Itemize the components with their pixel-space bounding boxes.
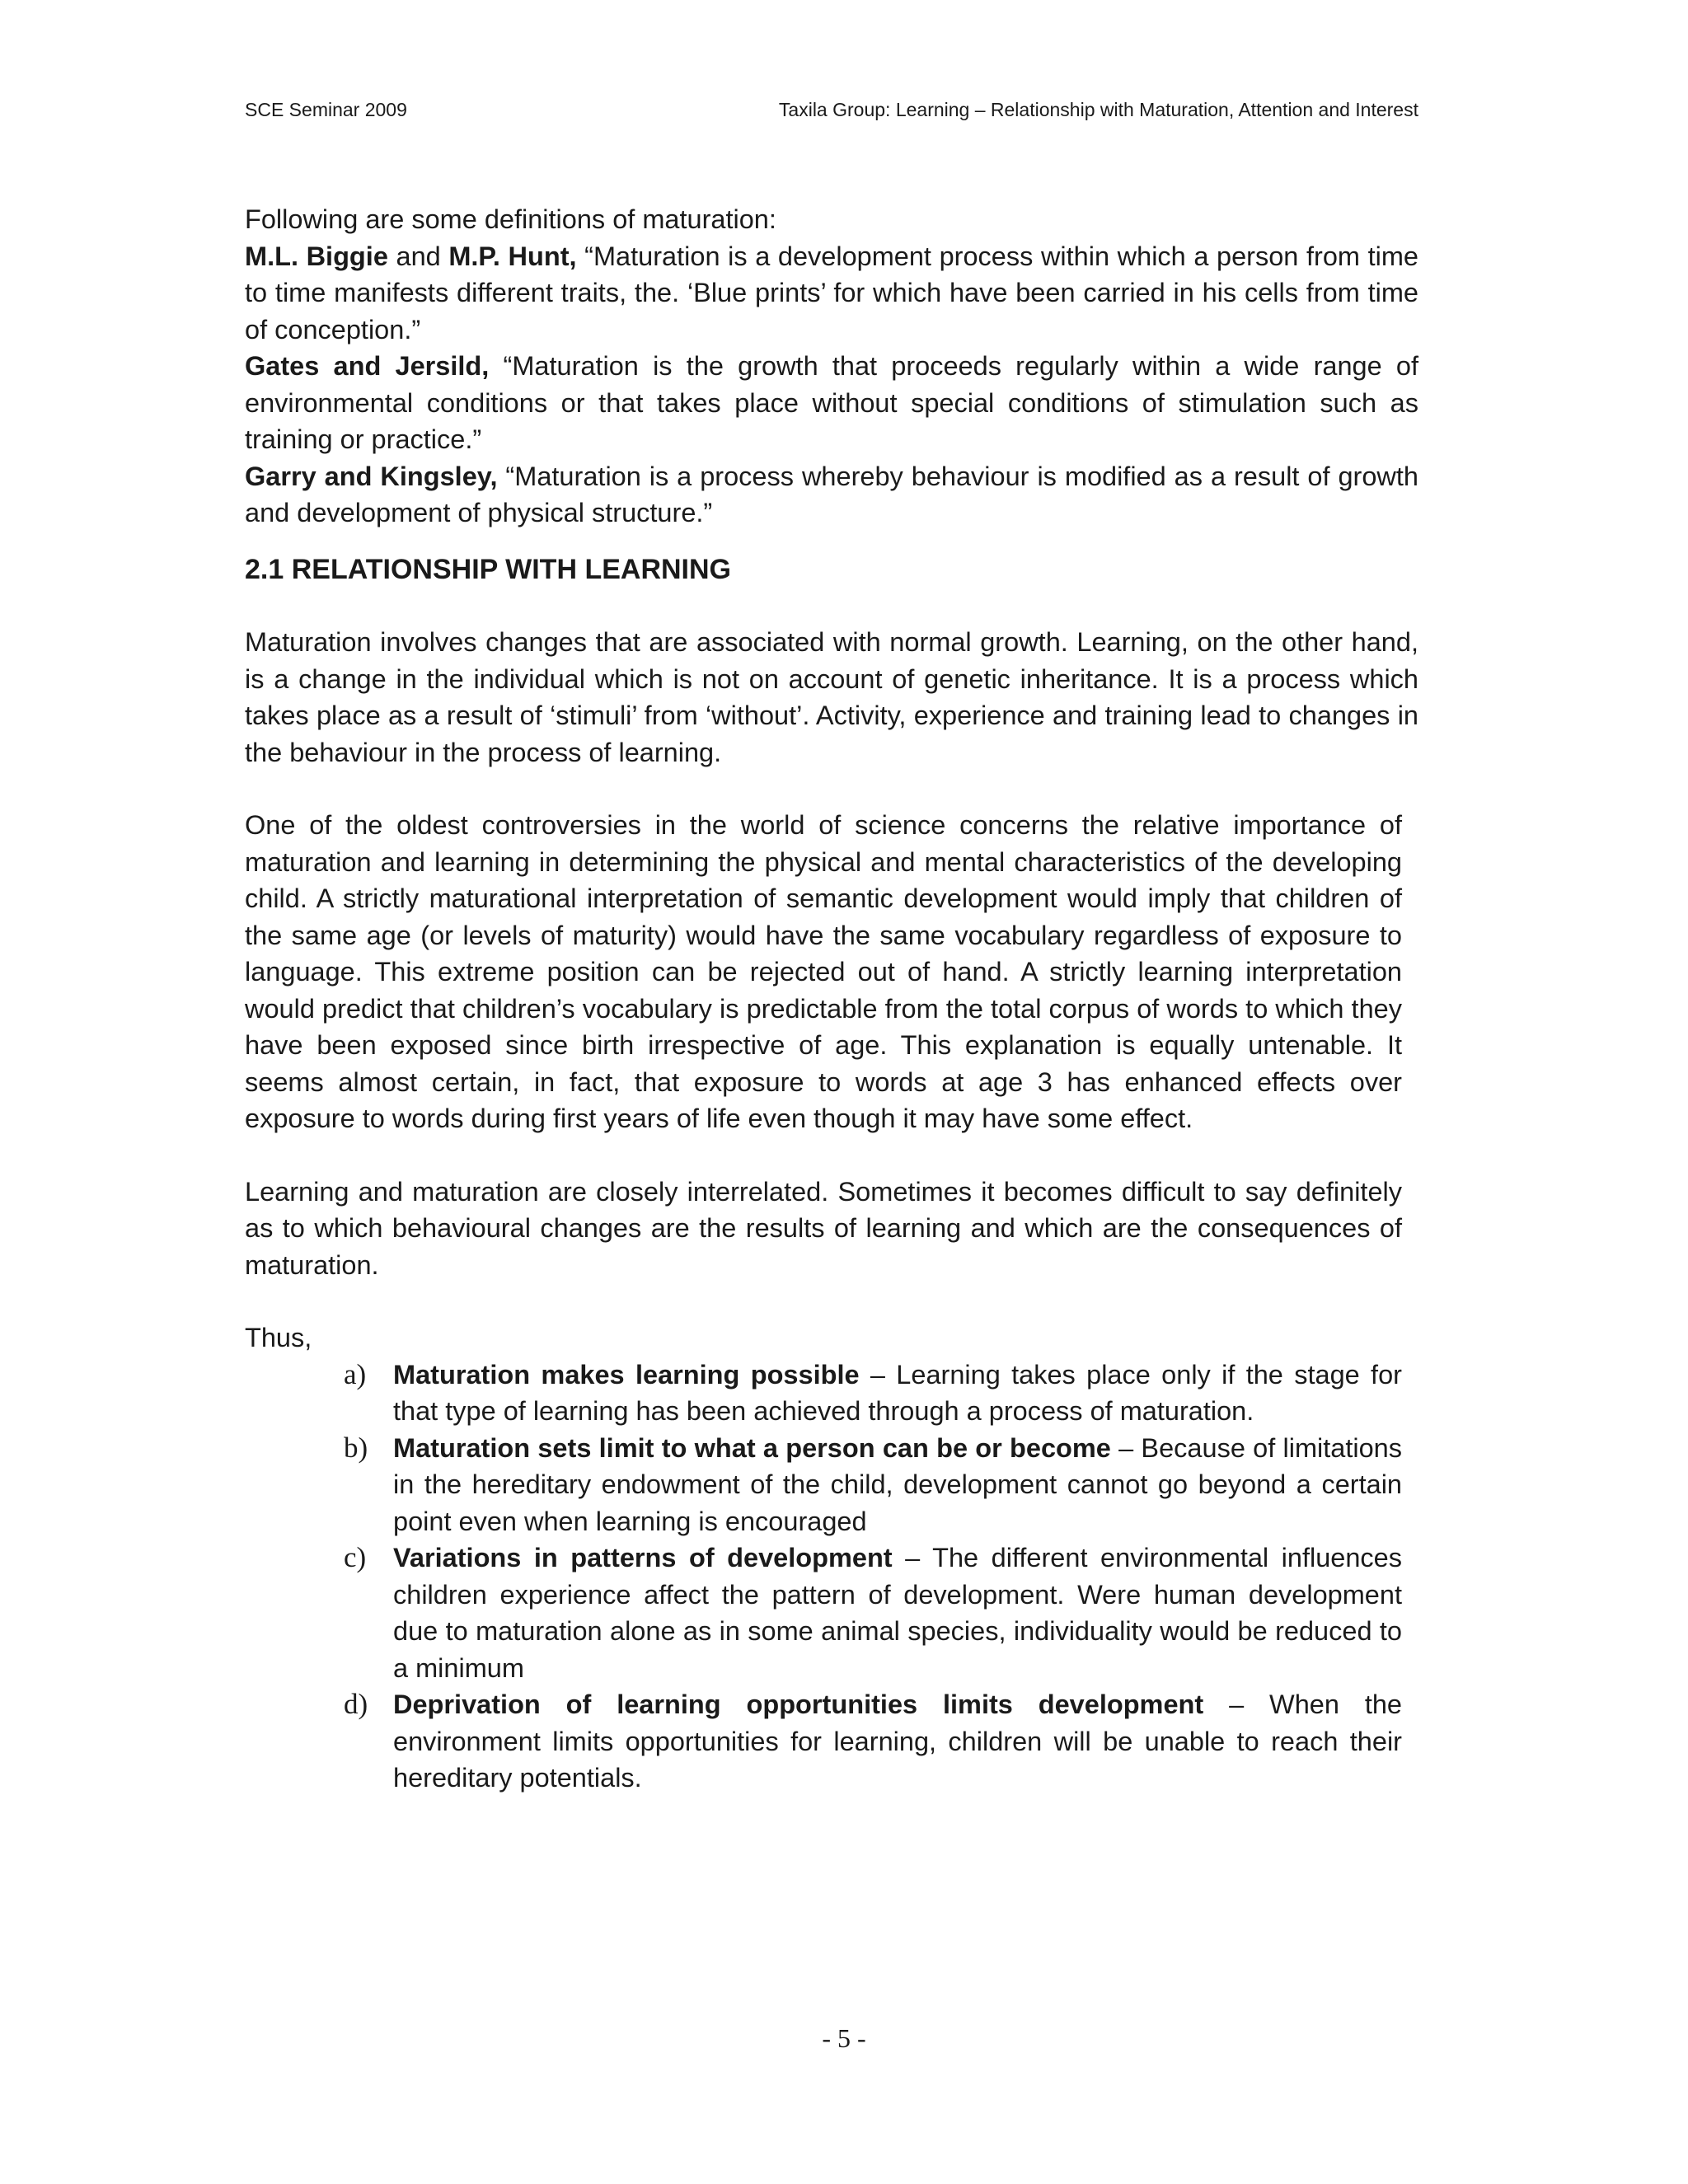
definition-author: M.L. Biggie — [245, 241, 388, 271]
definition-biggie-hunt — [245, 238, 1418, 349]
list-item — [344, 1540, 1402, 1686]
list-item-text: – When the environment limits opportunities for learning, children will be unable to reach their hereditary potentials. — [393, 1690, 1402, 1793]
header-right: Taxila Group: Learning – Relationship with Maturation, Attention and Interest — [778, 99, 1418, 120]
intro-line: Following are some definitions of maturation: — [245, 204, 776, 234]
list-item-title: Deprivation of learning opportunities limits development — [393, 1690, 1204, 1719]
thus-label: Thus, — [245, 1323, 312, 1352]
list-item — [344, 1686, 1402, 1797]
paragraph: Maturation involves changes that are associated with normal growth. Learning, on the other hand, is a change in the individual which is not on account of genetic inheritance. It is a process which takes place as a result of ‘stimuli’ from ‘without’. Activity, experience and training lead to changes in the behaviour in the process of learning. — [245, 627, 1418, 767]
list-marker: d) — [344, 1688, 368, 1720]
page-header — [245, 99, 1418, 127]
definition-text: “Maturation is a development process within which a person from time to time manifests different traits, the. ‘Blue prints’ for which have been carried in his cells from time of conception.” — [245, 241, 1418, 344]
list-marker: b) — [344, 1431, 368, 1464]
page-number: - 5 - — [822, 2023, 866, 2053]
definition-join: and — [387, 241, 449, 271]
list-item-title: Variations in patterns of development — [393, 1543, 893, 1572]
list-marker: c) — [344, 1541, 367, 1573]
list-item-title: Maturation sets limit to what a person can be or become — [393, 1432, 1111, 1463]
list-marker: a) — [344, 1357, 367, 1390]
header-left: SCE Seminar 2009 — [245, 99, 407, 120]
list-item-title: Maturation makes learning possible — [393, 1359, 860, 1390]
list-item — [344, 1430, 1402, 1540]
list-item-text: – Learning takes place only if the stage for that type of learning has been achieved through a process of maturation. — [393, 1359, 1402, 1426]
definition-author: M.P. Hunt, — [448, 241, 577, 271]
definition-author: Garry and Kingsley, — [245, 461, 498, 491]
list-item-text: – Because of limitations in the hereditary endowment of the child, development cannot go beyond a certain point even when learning is encouraged — [393, 1432, 1402, 1536]
definition-author: Gates and Jersild, — [245, 351, 490, 381]
definition-text: “Maturation is the growth that proceeds regularly within a wide range of environmental conditions or that takes place without special conditions of stimulation such as training or practice.” — [245, 351, 1418, 454]
definition-text: “Maturation is a process whereby behaviour is modified as a result of growth and development of physical structure.” — [245, 461, 1418, 527]
paragraph: One of the oldest controversies in the world of science concerns the relative importance of maturation and learning in determining the physical and mental characteristics of the developing child. A strictly maturational interpretation of semantic development would imply that children of the same age (or levels of maturity) would have the same vocabulary regardless of exposure to language. This extreme position can be rejected out of hand. A strictly learning interpretation would predict that children’s vocabulary is predictable from the total corpus of words to which they have been exposed since birth irrespective of age. This explanation is equally untenable. It seems almost certain, in fact, that exposure to words at age 3 has enhanced effects over exposure to words during first years of life even though it may have some effect. — [245, 810, 1402, 1133]
definition-gates-jersild — [245, 348, 1418, 458]
list-item — [344, 1357, 1402, 1430]
document-body — [245, 201, 1418, 1797]
paragraph: Learning and maturation are closely interrelated. Sometimes it becomes difficult to say definitely as to which behavioural changes are the results of learning and which are the consequences of maturation. — [245, 1176, 1402, 1280]
list-item-text: – The different environmental influences children experience affect the pattern of development. Were human development due to maturation alone as in some animal species, individuality would be reduced to a minimum — [393, 1543, 1402, 1683]
section-heading: 2.1 RELATIONSHIP WITH LEARNING — [245, 553, 732, 585]
consequences-list — [344, 1357, 1402, 1797]
definition-garry-kingsley — [245, 458, 1418, 532]
